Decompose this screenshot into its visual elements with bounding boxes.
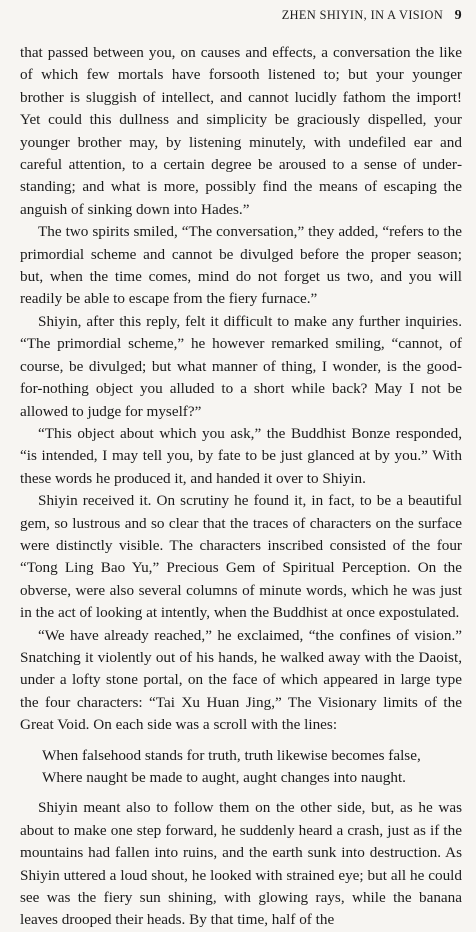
running-title: ZHEN SHIYIN, IN A VISION xyxy=(281,8,444,22)
paragraph-1: that passed between you, on causes and effects, a conversation the like of which few mortals have forsooth listened to; but your younger brother is sluggish of intellect, and cannot lucidly fathom the import! Yet could this dullness and simplicity be graciously dispelled, your younger brother may, by listening minutely, with undefiled ear and careful attention, to a certain degree be aroused to a sense of understanding; and what is more, possibly find the means of escaping the anguish of sinking down into Hades.” xyxy=(20,44,462,218)
scroll-verse xyxy=(42,745,462,790)
paragraph-3: Shiyin, after this reply, felt it difficult to make any further inquiries. “The primordial scheme,” he however remarked smiling, “cannot, of course, be divulged; but what manner of thing, I wonder, is the good-for-nothing object you alluded to a short while back? May I not be allowed to judge for myself?” xyxy=(20,312,462,420)
paragraph-4: “This object about which you ask,” the Buddhist Bonze responded, “is intended, I may tell you, by fate to be just glanced at by you.” With these words he produced it, and handed it over to Shiyin. xyxy=(20,424,462,487)
paragraph-2: The two spirits smiled, “The conversation,” they added, “refers to the primordial scheme and cannot be divulged before the proper season; but, when the time comes, mind do not forget us two, and you will readily be able to escape from the fiery furnace.” xyxy=(20,223,462,308)
verse-line-2: Where naught be made to aught, aught changes into naught. xyxy=(42,769,406,786)
page-number: 9 xyxy=(454,8,462,23)
paragraph-7: Shiyin meant also to follow them on the other side, but, as he was about to make one step forward, he suddenly heard a crash, just as if the mountains had fallen into ruins, and the earth sunk into destruction. As Shiyin uttered a loud shout, he looked with strained eye; but all he could see was the fiery sun shining, with glowing rays, while the banana leaves drooped their heads. By that time, half of the xyxy=(20,799,462,929)
verse-line-1: When falsehood stands for truth, truth likewise becomes false, xyxy=(42,746,421,764)
paragraph-6: “We have already reached,” he exclaimed, “the confines of vision.” Snatching it violently out of his hands, he walked away with the Daoist, under a lofty stone portal, on the face of which appeared in large type the four characters: “Tai Xu Huan Jing,” The Visionary limits of the Great Void. On each side was a scroll with the lines: xyxy=(20,626,462,734)
paragraph-5: Shiyin received it. On scrutiny he found it, in fact, to be a beautiful gem, so lustrous and so clear that the traces of characters on the surface were distinctly visible. The characters inscribed consisted of the four “Tong Ling Bao Yu,” Precious Gem of Spiritual Perception. On the obverse, were also several columns of minute words, which he was just in the act of looking at intently, when the Buddhist at once expostulated. xyxy=(20,492,462,622)
body-text xyxy=(20,42,462,932)
running-head xyxy=(20,8,462,24)
